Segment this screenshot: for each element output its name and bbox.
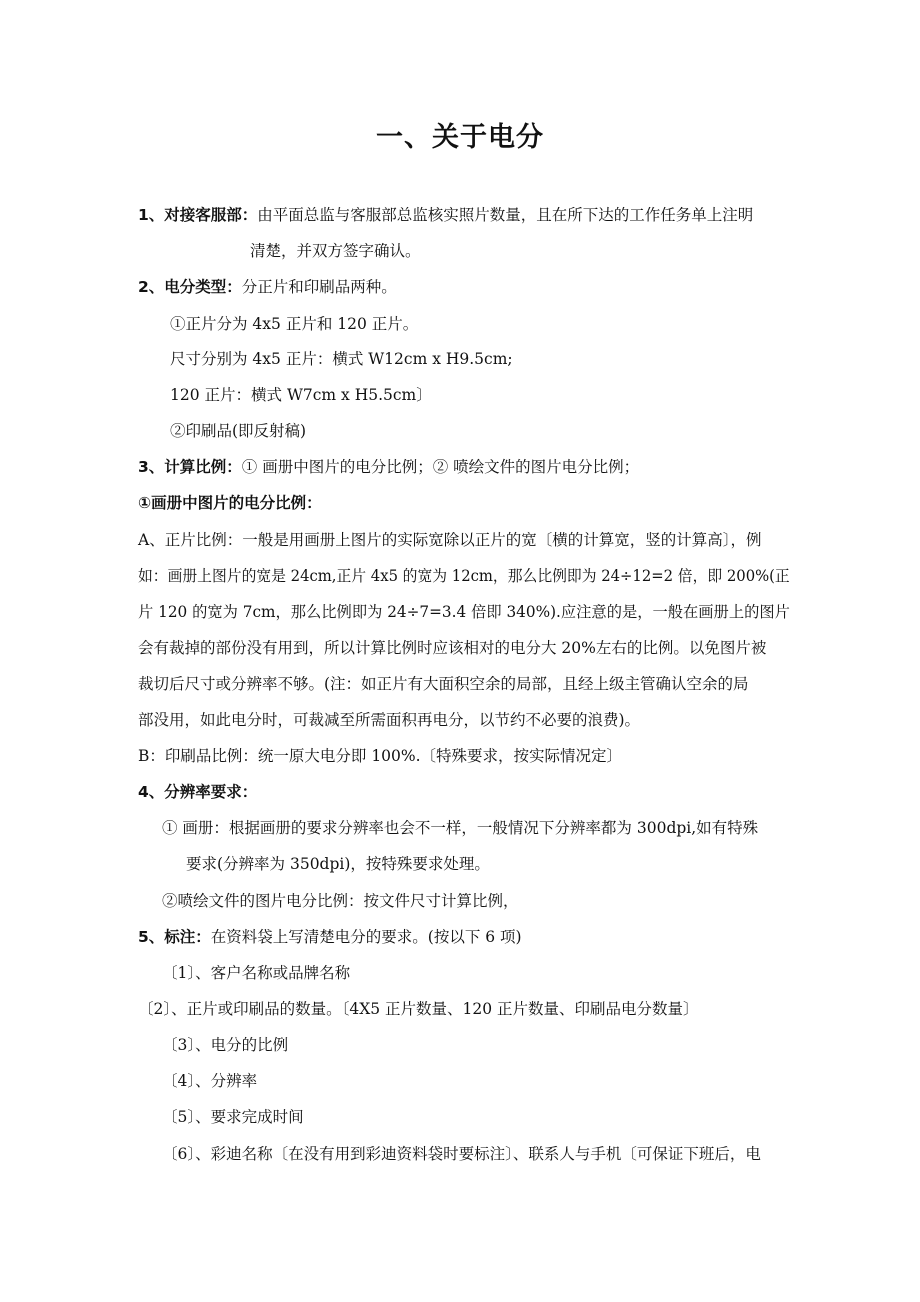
section-2-text: 分正片和印刷品两种。 [241,278,397,296]
section-5-item-3: 〔3〕、电分的比例 [162,1036,289,1054]
section-4-item-1-line-1: ① 画册：根据画册的要求分辨率也会不一样，一般情况下分辨率都为 300dpi,如有特殊 [162,819,759,837]
section-3-para-a-line-2: 如：画册上图片的宽是 24cm,正片 4x5 的宽为 12cm，那么比例即为 24÷12=2 倍，即 200%(正 [138,567,790,585]
section-5-line [138,926,522,948]
section-5-item-6: 〔6〕、彩迪名称〔在没有用到彩迪资料袋时要标注〕、联系人与手机〔可保证下班后，电 [162,1145,761,1163]
section-5-item-2: 〔2〕、正片或印刷品的数量。〔4X5 正片数量、120 正片数量、印刷品电分数量〕 [138,1000,699,1018]
section-3-text: ① 画册中图片的电分比例；② 喷绘文件的图片电分比例； [241,458,640,476]
section-1-line-2: 清楚，并双方签字确认。 [250,242,421,260]
section-3-para-a-line-6: 部没用，如此电分时，可裁减至所需面积再电分，以节约不必要的浪费)。 [138,711,641,729]
section-1-line-1 [138,204,753,226]
section-5-heading: 5、标注： [138,928,211,946]
section-4-item-1-line-2: 要求(分辨率为 350dpi)，按特殊要求处理。 [186,855,490,873]
page-title: 一、关于电分 [376,122,544,153]
section-2-heading: 2、电分类型： [138,278,242,296]
section-2-item-3: 120 正片：横式 W7cm x H5.5cm〕 [170,386,432,404]
section-3-para-a-line-3: 片 120 的宽为 7cm，那么比例即为 24÷7=3.4 倍即 340%).应注意的是，一般在画册上的图片 [138,603,790,621]
section-3-subheading: ①画册中图片的电分比例： [138,494,322,512]
section-3-para-b: B：印刷品比例：统一原大电分即 100%.〔特殊要求，按实际情况定〕 [138,747,623,765]
section-3-para-a-line-1: A、正片比例：一般是用画册上图片的实际宽除以正片的宽〔横的计算宽，竖的计算高〕，例 [138,531,762,549]
section-3-heading: 3、计算比例： [138,458,242,476]
section-1-heading: 1、对接客服部： [138,206,258,224]
section-4-item-2: ②喷绘文件的图片电分比例：按文件尺寸计算比例， [162,892,519,910]
section-3-para-a-line-5: 裁切后尺寸或分辨率不够。(注：如正片有大面积空余的局部，且经上级主管确认空余的局 [138,675,749,693]
section-3-line [138,456,639,478]
section-2-line [138,276,397,298]
section-1-text: 由平面总监与客服部总监核实照片数量，且在所下达的工作任务单上注明 [257,206,754,224]
section-2-item-4: ②印刷品(即反射稿) [170,422,307,440]
section-5-text: 在资料袋上写清楚电分的要求。(按以下 6 项) [210,928,522,946]
section-5-item-1: 〔1〕、客户名称或品牌名称 [162,964,351,982]
section-2-item-2: 尺寸分别为 4x5 正片：横式 W12cm x H9.5cm; [170,350,513,368]
section-4-heading: 4、分辨率要求： [138,783,258,801]
section-5-item-5: 〔5〕、要求完成时间 [162,1108,304,1126]
section-2-item-1: ①正片分为 4x5 正片和 120 正片。 [170,315,419,333]
section-5-item-4: 〔4〕、分辨率 [162,1072,258,1090]
section-3-para-a-line-4: 会有裁掉的部份没有用到，所以计算比例时应该相对的电分大 20%左右的比例。以免图片被 [138,639,767,657]
